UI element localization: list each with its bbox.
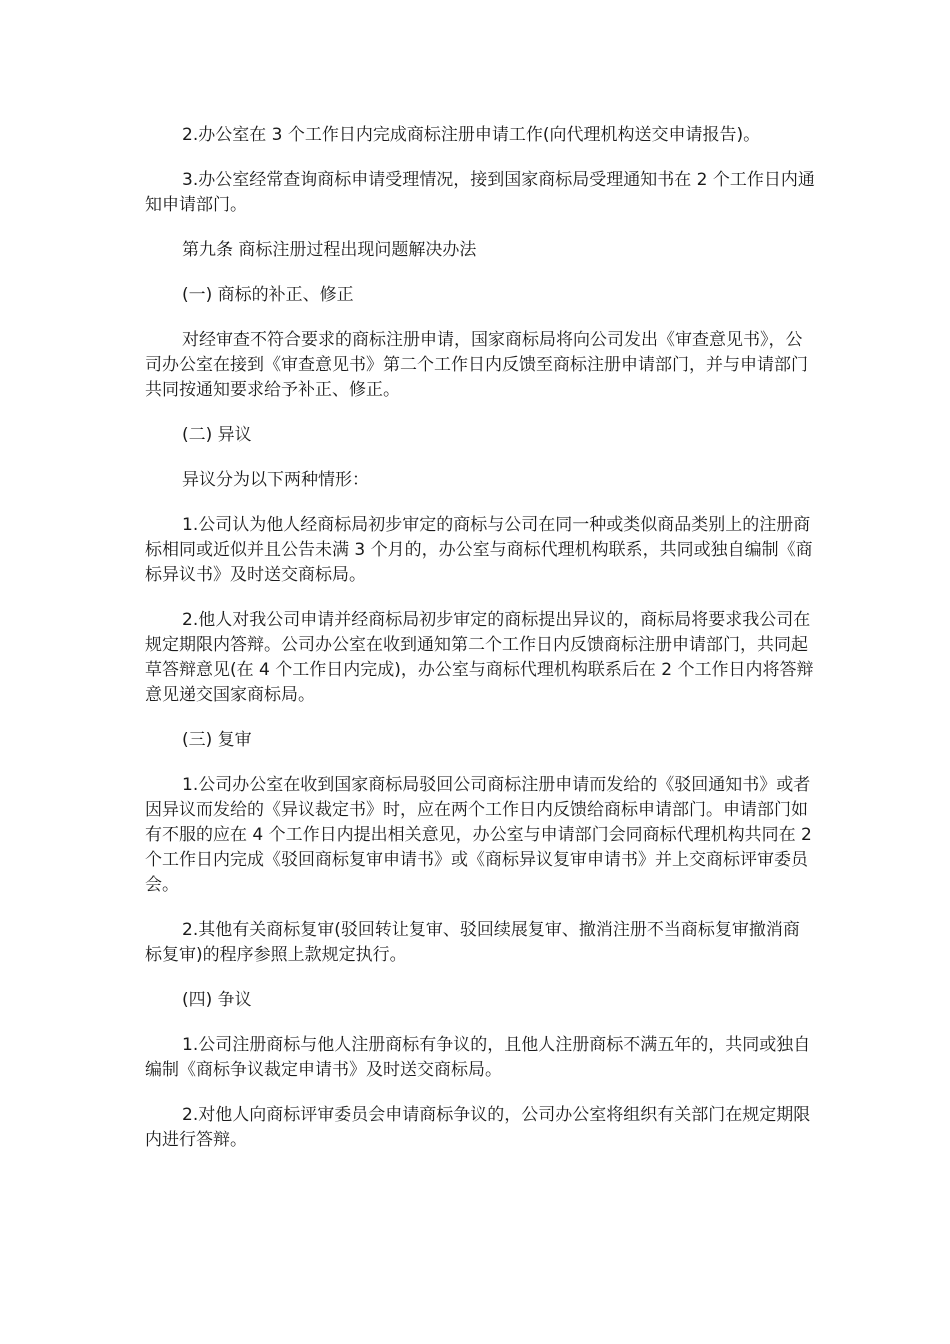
- paragraph-review-2: 2.其他有关商标复审(驳回转让复审、驳回续展复审、撤消注册不当商标复审撤消商标复审)的程序参照上款规定执行。: [145, 920, 800, 965]
- paragraph-dispute-2: 2.对他人向商标评审委员会申请商标争议的，公司办公室将组织有关部门在规定期限内进行答辩。: [145, 1105, 811, 1150]
- paragraph-correction: 对经审查不符合要求的商标注册申请，国家商标局将向公司发出《审查意见书》，公司办公室在接到《审查意见书》第二个工作日内反馈至商标注册申请部门，并与申请部门共同按通知要求给予补正、修正。: [145, 330, 808, 400]
- paragraph-objection-2: 2.他人对我公司申请并经商标局初步审定的商标提出异议的，商标局将要求我公司在规定期限内答辩。公司办公室在收到通知第二个工作日内反馈商标注册申请部门，共同起草答辩意见(在 4 个工作日内完成)，办公室与商标代理机构联系后在 2 个工作日内将答辩意见递交国家商标局。: [145, 610, 814, 705]
- paragraph-objection-1: 1.公司认为他人经商标局初步审定的商标与公司在同一种或类似商品类别上的注册商标相同或近似并且公告未满 3 个月的，办公室与商标代理机构联系，共同或独自编制《商标异议书》及时送交商标局。: [145, 515, 813, 585]
- paragraph-step-3: 3.办公室经常查询商标申请受理情况，接到国家商标局受理通知书在 2 个工作日内通知申请部门。: [145, 170, 815, 215]
- paragraph-dispute-1: 1.公司注册商标与他人注册商标有争议的，且他人注册商标不满五年的，共同或独自编制《商标争议裁定申请书》及时送交商标局。: [145, 1035, 811, 1080]
- section-3-heading: (三) 复审: [182, 730, 252, 750]
- section-1-heading: (一) 商标的补正、修正: [182, 285, 354, 305]
- section-2-heading: (二) 异议: [182, 425, 252, 445]
- paragraph-step-2: 2.办公室在 3 个工作日内完成商标注册申请工作(向代理机构送交申请报告)。: [182, 125, 761, 145]
- section-4-heading: (四) 争议: [182, 990, 252, 1010]
- paragraph-review-1: 1.公司办公室在收到国家商标局驳回公司商标注册申请而发给的《驳回通知书》或者因异议而发给的《异议裁定书》时，应在两个工作日内反馈给商标申请部门。申请部门如有不服的应在 4 个工作日内提出相关意见，办公室与申请部门会同商标代理机构共同在 2 个工作日内完成《驳回商标复审申请书》或《商标异议复审申请书》并上交商标评审委员会。: [145, 775, 812, 895]
- paragraph-objection-intro: 异议分为以下两种情形：: [182, 470, 369, 490]
- document-body: [145, 123, 815, 1173]
- article-9-heading: 第九条 商标注册过程出现问题解决办法: [182, 240, 477, 260]
